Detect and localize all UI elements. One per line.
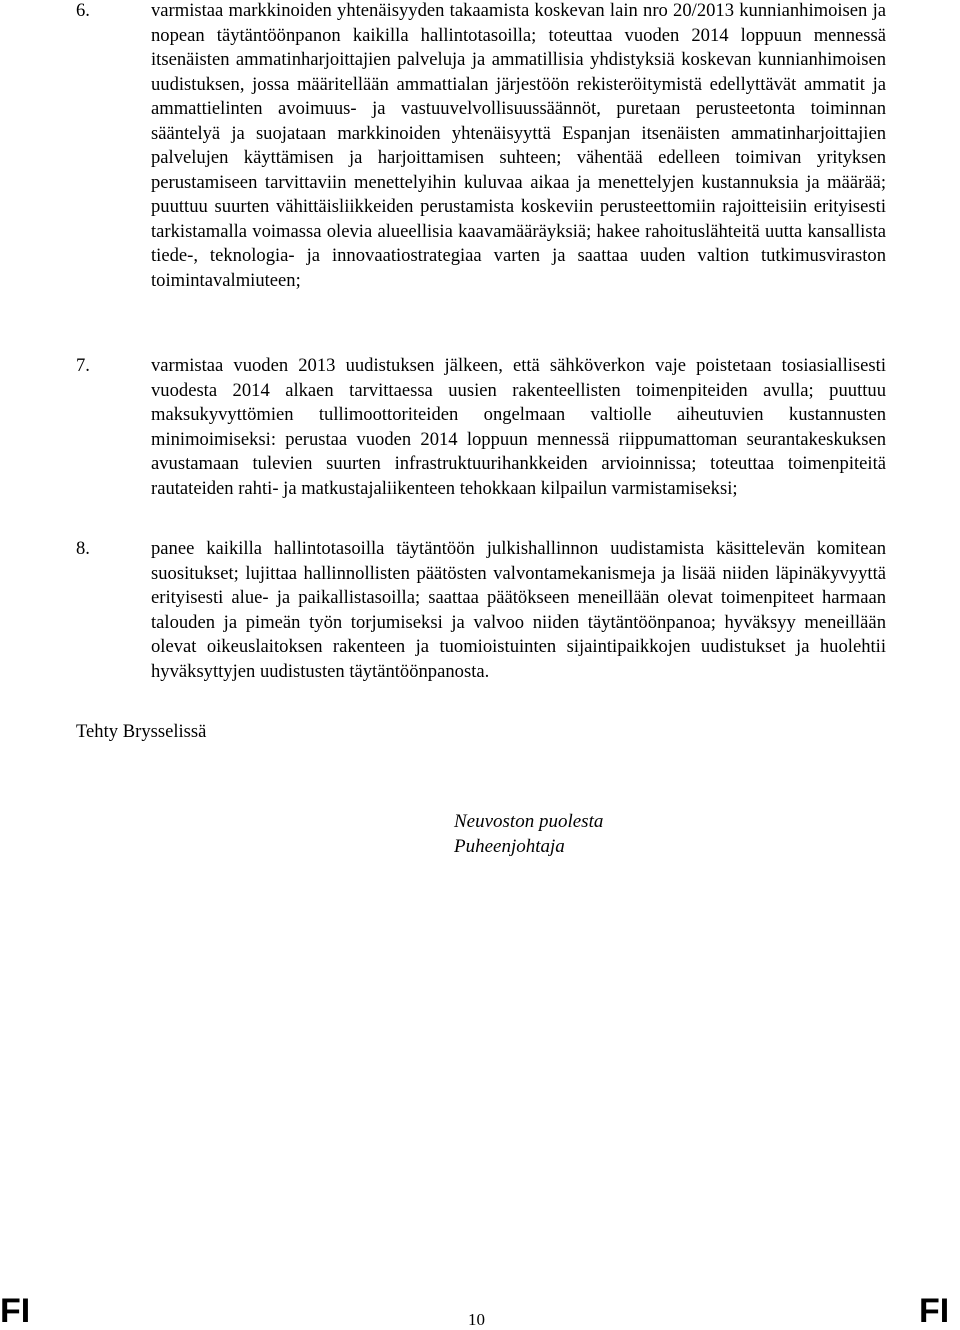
footer-language-right: FI <box>919 1292 950 1330</box>
list-item-number: 6. <box>76 0 90 21</box>
place-of-signing: Tehty Brysselissä <box>76 721 207 742</box>
list-item-6 <box>76 0 886 293</box>
list-item-number: 7. <box>76 355 90 376</box>
page-number: 10 <box>468 1310 485 1329</box>
list-item-text: panee kaikilla hallintotasoilla täytäntöön julkishallinnon uudistamista käsittelevän komitean suositukset; lujittaa hallinnollisten päätösten valvontamekanismeja ja lisää niiden läpinäkyvyyttä erityisesti alue- ja paikallistasoilla; saattaa päätökseen meneillään olevat toimenpiteet harmaan talouden ja pimeän työn torjumiseksi ja valvoo niiden täytäntöönpanoa; hyväksyy meneillään olevat oikeuslaitoksen rakenteen ja tuomioistuinten sijaintipaikkojen uudistukset ja huolehtii hyväksyttyjen uudistusten täytäntöönpanosta. <box>151 538 886 682</box>
signature-line-council: Neuvoston puolesta <box>454 811 604 832</box>
list-item-number: 8. <box>76 538 90 559</box>
list-item-text: varmistaa markkinoiden yhtenäisyyden takaamista koskevan lain nro 20/2013 kunnianhimoisen ja nopean täytäntöönpanon kaikilla hallintotasoilla; toteuttaa vuoden 2014 loppuun mennessä itsenäisten ammatinharjoittajien palveluja ja ammatillisia yhdistyksiä koskevan kunnianhimoisen uudistuksen, jossa määritellään ammattialan järjestöön rekisteröitymistä edellyttävät ammatit ja ammattielinten avoimuus- ja vastuuvelvollisuussäännöt, puretaan perusteetonta toiminnan sääntelyä ja suojataan markkinoiden yhtenäisyyttä Espanjan itsenäisten ammatinharjoittajien palvelujen käyttämisen ja harjoittamisen suhteen; vähentää edelleen toimivan yrityksen perustamiseen tarvittaviin menettelyihin kuluvaa aikaa ja menettelyjen kustannuksia ja määrää; puuttuu suurten vähittäisliikkeiden perustamista koskeviin perusteettomiin rajoitteisiin erityisesti tarkistamalla voimassa olevia alueellisia kaavamääräyksiä; hakee rahoituslähteitä uutta kansallista tiede-, teknologia- ja innovaatiostrategiaa varten ja saattaa uuden valtion tutkimusviraston toimintavalmiuteen; <box>151 0 886 291</box>
footer-language-left: FI <box>0 1292 31 1330</box>
signature-line-president: Puheenjohtaja <box>454 836 565 857</box>
signature-block <box>454 809 603 859</box>
list-item-8 <box>76 537 886 684</box>
list-item-7 <box>76 354 886 501</box>
list-item-text: varmistaa vuoden 2013 uudistuksen jälkeen, että sähköverkon vaje poistetaan tosiasiallisesti vuodesta 2014 alkaen tarvittaessa uusien rakenteellisten toimenpiteiden avulla; puuttuu maksukyvyttömien tullimoottoriteiden ongelmaan valtiolle aiheutuvien kustannusten minimoimiseksi: perustaa vuoden 2014 loppuun mennessä riippumattoman seurantakeskuksen avustamaan tulevien suurten infrastruktuurihankkeiden arvioinnissa; toteuttaa toimenpiteitä rautateiden rahti- ja matkustajaliikenteen tehokkaan kilpailun varmistamiseksi; <box>151 355 886 499</box>
